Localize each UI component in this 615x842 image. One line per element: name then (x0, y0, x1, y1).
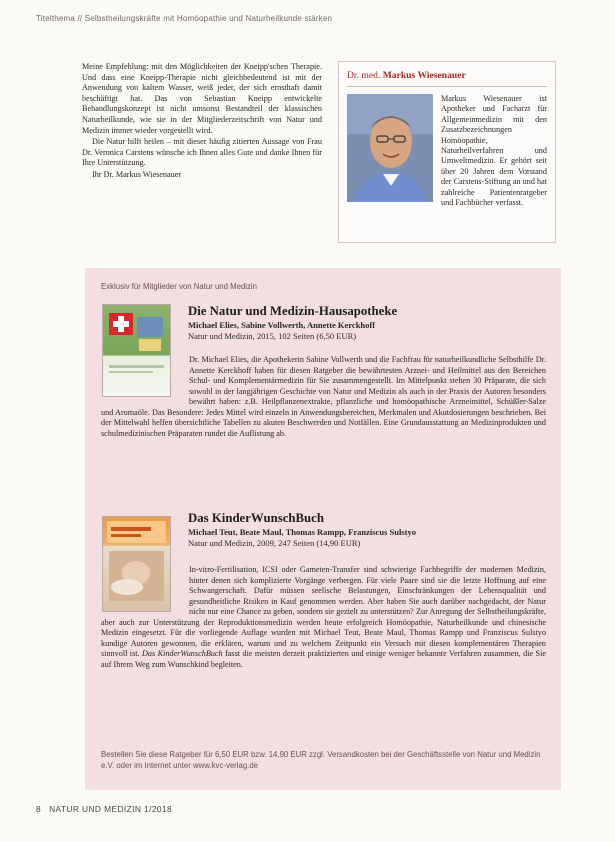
portrait-image (347, 94, 433, 202)
book1-authors: Michael Elies, Sabine Vollwerth, Annette Kerckhoff (188, 320, 376, 330)
book2-description-part-b: fasst die meisten derzeit praktizierten und einige weniger bekannte Verfahren zusammen, die Sie auf Ihrem Weg zum Wunschkind begleiten. (101, 649, 547, 669)
book1-description (101, 355, 546, 439)
author-heading (347, 70, 466, 81)
author-bio: Markus Wiesenauer ist Apotheker und Facharzt für Allgemeinmedizin mit den Zusatzbezeichnungen Homöopathie, Naturheilverfahren und Umweltmedizin. Er gehört seit über 20 Jahren dem Vorstand der Carstens-Stiftung an und hat zahlreiche Patientenratgeber und Fachbücher verfasst. (441, 94, 547, 208)
book2-title: Das KinderWunschBuch (188, 511, 324, 525)
book1-header (188, 304, 548, 342)
book2-cover-spacer (101, 565, 189, 617)
promo-panel (85, 268, 561, 790)
author-divider (347, 86, 547, 87)
author-box (338, 61, 556, 243)
page-footer (36, 804, 172, 814)
book2-description (101, 565, 546, 670)
promo-label: Exklusiv für Mitglieder von Natur und Medizin (101, 282, 258, 291)
book1-description-text: Dr. Michael Elies, die Apothekerin Sabine Vollwerth und die Fachfrau für naturheilkundliche Selbsthilfe Dr. Annette Kerckhoff haben für diesen Ratgeber die bewährtesten Arznei- und Heilmittel aus den Bereichen Schul- und Komplementärmedizin für Sie zusammengestellt. Im Mittelpunkt stehen 30 Präparate, die sich sowohl in der langjährigen Geschichte von Natur und Medizin als auch in der Praxis der Autoren besonders bewährt haben: z.B. Heilpflanzenextrakte, pflanzliche und homöopathische Arzneimittel, Schüßler-Salze und Aromaöle. Das Besondere: Jedes Mittel wird einzeln in Anwendungsbereichen, Merkmalen und Akutdosierungen beschrieben. Bei der Mittelwahl helfen übersichtliche Tabellen zu akuten Beschwerden und Notfällen. Eine Grundausstattung an Medizinprodukten und schulmedizinischen Präparaten rundet die Auflistung ab. (101, 355, 546, 438)
book2-meta: Natur und Medizin, 2009, 247 Seiten (14,90 EUR) (188, 538, 361, 548)
intro-paragraph-1: Meine Empfehlung: mit den Möglichkeiten der Kneipp'schen Therapie. Und dass eine Kneipp-Therapie nicht gleichbedeutend ist mit der Anwendung von kaltem Wasser, weiß jeder, der sich ernsthaft damit beschäftigt hat. Das von Sebastian Kneipp entwickelte Behandlungskonzept ist nicht umsonst Bestandteil der klassischen Naturheilkunde, wie sie in der Mitgliederzeitschrift von Natur und Medizin immer wieder vorgestellt wird. (82, 62, 322, 135)
book1-cover-spacer (101, 355, 189, 399)
author-photo (347, 94, 433, 202)
book1-title: Die Natur und Medizin-Hausapotheke (188, 304, 398, 318)
author-name: Markus Wiesenauer (382, 70, 466, 81)
running-header: Titelthema // Selbstheilungskräfte mit Homöopathie und Naturheilkunde stärken (36, 14, 333, 23)
intro-signature: Ihr Dr. Markus Wiesenauer (92, 169, 182, 179)
author-name-prefix: Dr. med. (347, 70, 383, 81)
book1-meta: Natur und Medizin, 2015, 102 Seiten (6,50 EUR) (188, 331, 357, 341)
book2-authors: Michael Teut, Beate Maul, Thomas Rampp, Franziscus Sulstyo (188, 527, 416, 537)
magazine-issue: NATUR UND MEDIZIN 1/2018 (49, 804, 173, 814)
book2-description-part-a: In-vitro-Fertilisation, ICSI oder Gameten-Transfer sind schwierige Fachbegriffe der modernen Medizin, hinter denen sich komplizierte Vorgänge verbergen. Für viele Paare sind sie die letzte Hoffnung auf eine Schwangerschaft. Dafür müssen seelische Belastungen, Einschränkungen der Lebensqualität und gesundheitliche Risiken in Kauf genommen werden. Aber haben Sie auch darüber nachgedacht, der Natur nicht nur eine Chance zu geben, sondern sie gezielt zu unterstützen? Zur Anregung der Selbstheilungskräfte, aber auch zur Unterstützung der Reproduktionsmedizin werden heute erfolgreich Homöopathie, Naturheilkunde und chinesische Medizin eingesetzt. Für die vorliegende Auflage wurden mit Michael Teut, Beate Maul, Thomas Rampp und Franziscus Sulstyo kundige Autoren gewonnen, die erklären, warum und zu welchem Zeitpunkt ein Versuch mit diesen komplementären Therapien sinnvoll ist. (101, 565, 546, 659)
book2-description-italic: Das KinderWunschBuch (142, 649, 223, 659)
page-number: 8 (36, 804, 42, 814)
intro-column (82, 62, 322, 182)
book2-header (188, 511, 548, 549)
intro-paragraph-2: Die Natur hilft heilen – mit dieser häufig zitierten Aussage von Frau Dr. Veronica Carstens wünsche ich Ihnen alles Gute und danke Ihnen für Ihre Unterstützung. (82, 137, 322, 168)
promo-order-note: Bestellen Sie diese Ratgeber für 6,50 EUR bzw. 14,90 EUR zzgl. Versandkosten bei der Geschäftsstelle von Natur und Medizin e.V. oder im Internet unter www.kvc-verlag.de (101, 750, 541, 770)
